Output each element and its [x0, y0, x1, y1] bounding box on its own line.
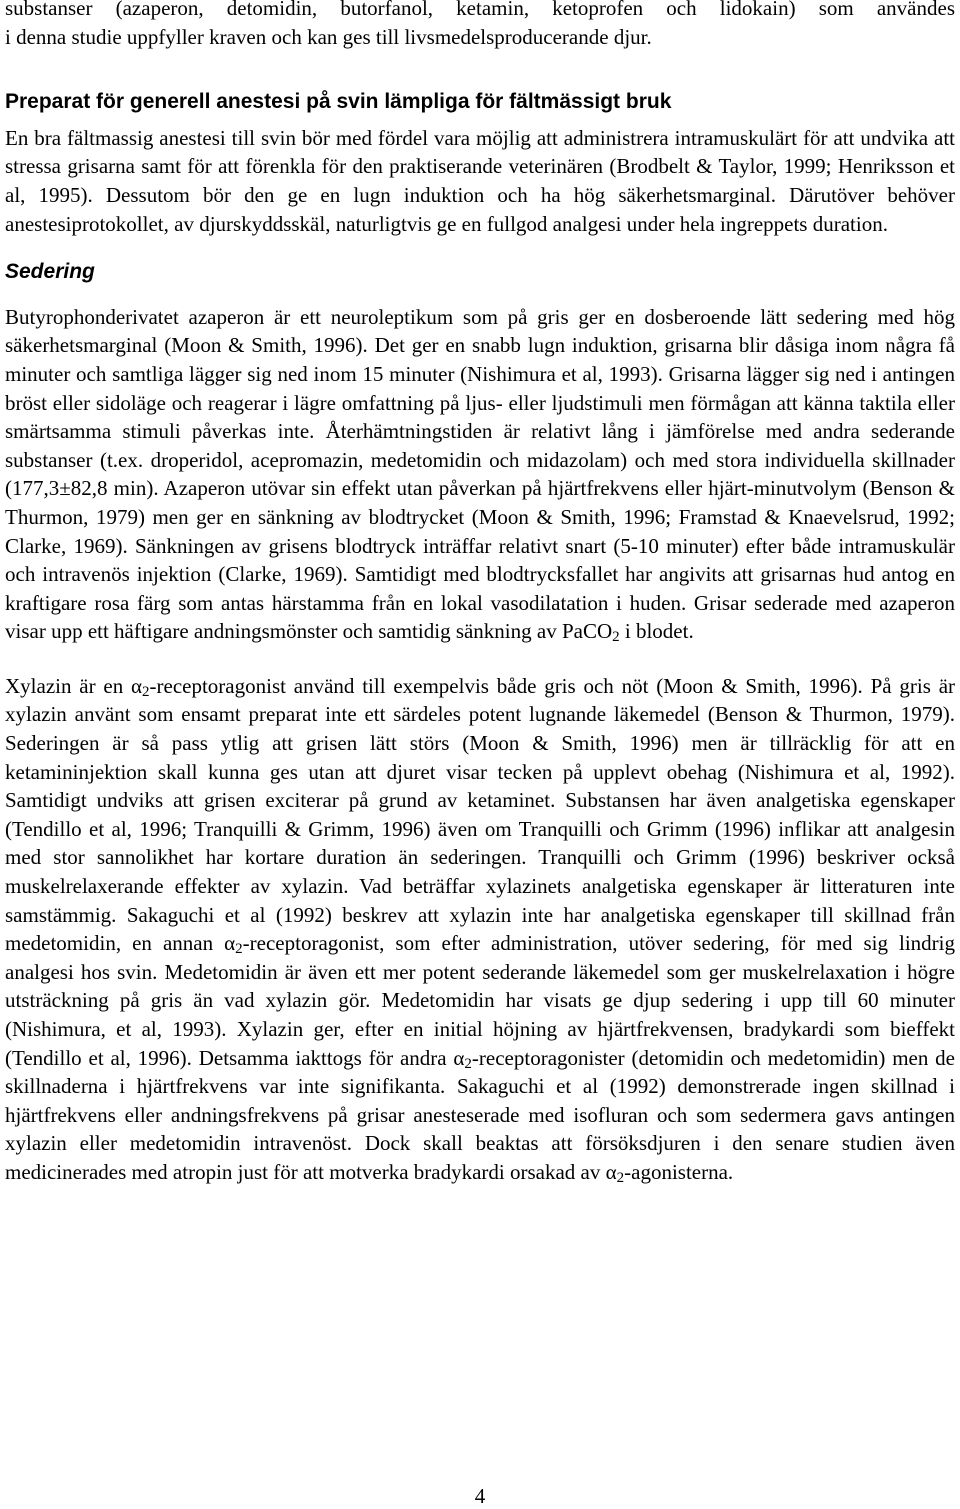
- xylazin-text-b: -receptoragonist använd till exempelvis både gris och nöt (Moon & Smith, 1996). På gris är xylazin använt som ensamt preparat inte ett särdeles potent lugnande läkemedel (Benson & Thurmon, 1979). Sederingen är så pass ytlig att grisen lätt störs (Moon & Smith, 1996) men är tillräcklig för att en ketamininjektion skall kunna ges utan att djuret visar tecken på upplevt obehag (Nishimura et al, 1992). Samtidigt undviks att grisen exciterar på grund av ketaminet. Substansen har även analgetiska egenskaper (Tendillo et al, 1996; Tranquilli & Grimm, 1996) även om Tranquilli och Grimm (1996) inflikar att analgesin med stor sannolikhet har kortare duration än sederingen. Tranquilli och Grimm (1996) beskriver också muskelrelaxerande effekter av xylazin. Vad beträffar xylazinets analgetiska egenskaper är litteraturen inte samstämmig. Sakaguchi et al (1992) beskrev att xylazin inte har analgetiska egenskaper till skillnad från medetomidin, en annan α: [5, 673, 956, 956]
- xylazin-text-c: -receptoragonist, som efter administration, utöver sedering, för med sig lindrig analgesi hos svin. Medetomidin är även ett mer potent sederande läkemedel som ger muskelrelaxation i högre utsträckning på gris än vad xylazin gör. Medetomidin har visats ge djup sedering i upp till 60 minuter (Nishimura, et al, 1993). Xylazin ger, efter en initial höjning av hjärtfrekvensen, bradykardi som bieffekt (Tendillo et al, 1996). Detsamma iakttogs för andra α: [5, 931, 955, 1070]
- xylazin-text-e: -agonisterna.: [624, 1159, 734, 1184]
- paragraph-field-anesthesia: En bra fältmassig anestesi till svin bör med fördel vara möjlig att administrera intramuskulärt för att undvika att stressa grisarna samt för att förenkla för den praktiserande veterinären (Brodbelt & Taylor, 1999; Henriksson et al, 1995). Dessutom bör den ge en lugn induktion och ha hög säkerhetsmarginal. Därutöver behöver anestesiprotokollet, av djurskyddsskäl, naturligtvis ge en fullgod analgesi under hela ingreppets duration.: [5, 125, 955, 236]
- intro-line-2: i denna studie uppfyller kraven och kan ges till livsmedelsproducerande djur.: [5, 24, 652, 49]
- document-page: [5, 0, 955, 1187]
- section-heading-field-anesthesia: Preparat för generell anestesi på svin lämpliga för fältmässigt bruk: [5, 90, 672, 114]
- intro-paragraph: [5, 0, 955, 51]
- subscript: 2: [464, 1055, 472, 1072]
- azaperon-text: Butyrophonderivatet azaperon är ett neuroleptikum som på gris ger en dosberoende lätt sedering med hög säkerhetsmarginal (Moon & Smith, 1996). Det ger en snabb lugn induktion, grisarna blir dåsiga inom några få minuter och samtliga lägger sig ned inom 15 minuter (Nishimura et al, 1993). Grisarna lägger sig ned i antingen bröst eller sidoläge och reagerar i lägre omfattning på ljus- eller ljudstimuli men förmågan att känna taktila eller smärtsamma stimuli påverkas inte. Återhämtningstiden är relativt lång i jämförelse med andra sederande substanser (t.ex. droperidol, acepromazin, medetomidin och midazolam) och med stora individuella skillnader (177,3±82,8 min). Azaperon utövar sin effekt utan påverkan på hjärtfrekvens eller hjärt-minutvolym (Benson & Thurmon, 1979) men ger en sänkning av blodtrycket (Moon & Smith, 1996; Framstad & Knaevelsrud, 1992; Clarke, 1969). Sänkningen av grisens blodtryck inträffar relativt snart (5-10 minuter) efter både intramuskulär och intravenös injektion (Clarke, 1969). Samtidigt med blodtrycksfallet har angivits att grisarnas hud antog en kraftigare rosa färg som antas härstamma från en lokal vasodilatation i huden. Grisar sederade med azaperon visar upp ett häftigare andningsmönster och samtidig sänkning av PaCO: [5, 304, 955, 644]
- intro-line-1: substanser (azaperon, detomidin, butorfanol, ketamin, ketoprofen och lidokain) som användes: [5, 0, 955, 20]
- subscript: 2: [235, 941, 243, 958]
- section-heading-sedation: Sedering: [5, 260, 95, 284]
- subscript: 2: [616, 1169, 625, 1186]
- paragraph-xylazin: [5, 672, 955, 1187]
- subscript: 2: [142, 683, 150, 700]
- paragraph-azaperon: [5, 303, 955, 646]
- subscript: 2: [612, 629, 620, 646]
- azaperon-text-end: i blodet.: [619, 619, 694, 644]
- xylazin-text-a: Xylazin är en α: [5, 673, 143, 698]
- page-number: 4: [474, 1484, 486, 1508]
- xylazin-text-d: -receptoragonister (detomidin och medetomidin) men de skillnaderna i hjärtfrekvens var inte signifikanta. Sakaguchi et al (1992) demonstrerade ingen skillnad i hjärtfrekvens eller andningsfrekvens på grisar anesteserade med isofluran och som sedermera gavs antingen xylazin eller medetomidin intravenöst. Dock skall beaktas att försöksdjuren i den senare studien även medicinerades med atropin just för att motverka bradykardi orsakad av α: [5, 1045, 955, 1184]
